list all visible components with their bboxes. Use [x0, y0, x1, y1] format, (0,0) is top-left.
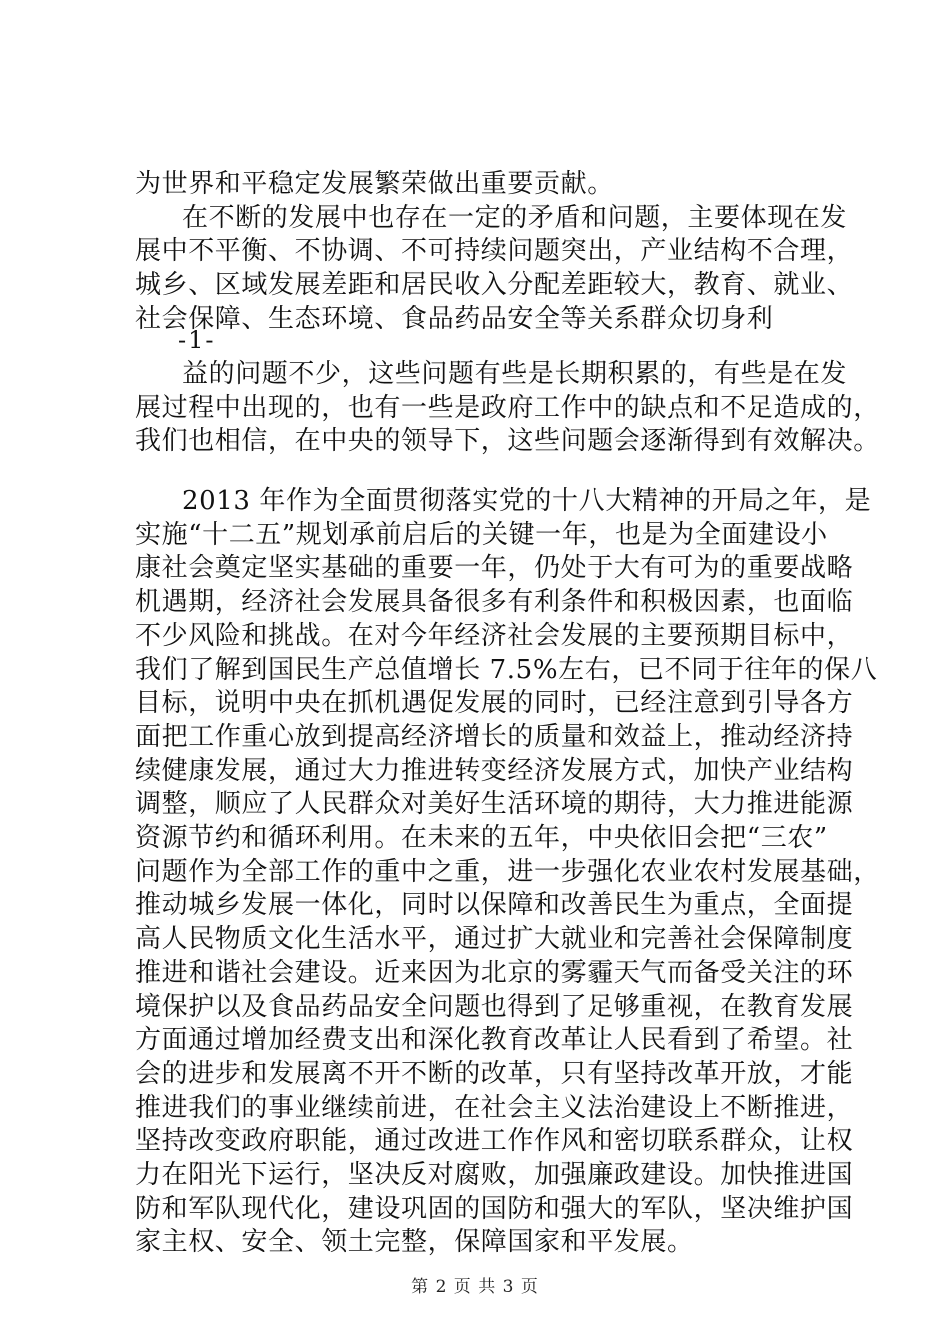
text-line: 问题作为全部工作的重中之重，进一步强化农业农村发展基础， [135, 856, 880, 887]
text-line: 城乡、区域发展差距和居民收入分配差距较大，教育、就业、 [135, 270, 854, 301]
text-line: 展中不平衡、不协调、不可持续问题突出，产业结构不合理， [135, 236, 854, 267]
text-line: 实施“十二五”规划承前启后的关键一年，也是为全面建设小 [135, 519, 828, 550]
text-line: 社会保障、生态环境、食品药品安全等关系群众切身利 [135, 303, 774, 334]
text-line: 我们也相信，在中央的领导下，这些问题会逐渐得到有效解决。 [135, 426, 880, 457]
text-line: 为世界和平稳定发展繁荣做出重要贡献。 [135, 169, 614, 199]
paragraph-2 [135, 358, 880, 459]
text-line: 高人民物质文化生活水平，通过扩大就业和完善社会保障制度 [135, 924, 854, 955]
text-line: 坚持改变政府职能，通过改进工作作风和密切联系群众，让权 [135, 1126, 854, 1157]
text-line: 展过程中出现的，也有一些是政府工作中的缺点和不足造成的， [135, 392, 880, 423]
text-line: 会的进步和发展离不开不断的改革，只有坚持改革开放，才能 [135, 1058, 854, 1089]
text-line: 推进我们的事业继续前进，在社会主义法治建设上不断推进， [135, 1092, 854, 1123]
text-line: 推动城乡发展一体化，同时以保障和改善民生为重点，全面提 [135, 890, 854, 921]
text-line: 机遇期，经济社会发展具备很多有利条件和积极因素，也面临 [135, 587, 854, 618]
text-line: 防和军队现代化，建设巩固的国防和强大的军队，坚决维护国 [135, 1193, 854, 1224]
text-line: 我们了解到国民生产总值增长 7.5%左右，已不同于往年的保八 [135, 654, 878, 685]
text-line: 家主权、安全、领土完整，保障国家和平发展。 [135, 1227, 694, 1258]
text-line: 力在阳光下运行，坚决反对腐败，加强廉政建设。加快推进国 [135, 1160, 854, 1191]
text-line: 续健康发展，通过大力推进转变经济发展方式，加快产业结构 [135, 755, 854, 786]
text-line: 调整，顺应了人民群众对美好生活环境的期待，大力推进能源 [135, 789, 854, 820]
text-line: 不少风险和挑战。在对今年经济社会发展的主要预期目标中， [135, 620, 854, 651]
text-line: 2013 年作为全面贯彻落实党的十八大精神的开局之年，是 [182, 486, 872, 516]
text-line: 在不断的发展中也存在一定的矛盾和问题，主要体现在发 [182, 202, 848, 233]
text-line: 益的问题不少，这些问题有些是长期积累的，有些是在发 [182, 359, 848, 389]
text-line: 康社会奠定坚实基础的重要一年，仍处于大有可为的重要战略 [135, 553, 854, 584]
text-line: 境保护以及食品药品安全问题也得到了足够重视，在教育发展 [135, 991, 854, 1022]
page-footer: 第 2 页 共 3 页 [411, 1277, 539, 1297]
paragraph-1 [135, 168, 854, 337]
text-line: 目标，说明中央在抓机遇促发展的同时，已经注意到引导各方 [135, 688, 854, 719]
page-marker: -1- [178, 326, 216, 354]
text-line: 资源节约和循环利用。在未来的五年，中央依旧会把“三农” [135, 823, 828, 854]
text-line: 面把工作重心放到提高经济增长的质量和效益上，推动经济持 [135, 721, 854, 752]
paragraph-3 [135, 485, 880, 1260]
text-line: 方面通过增加经费支出和深化教育改革让人民看到了希望。社 [135, 1025, 854, 1056]
text-line: 推进和谐社会建设。近来因为北京的雾霾天气而备受关注的环 [135, 957, 854, 988]
